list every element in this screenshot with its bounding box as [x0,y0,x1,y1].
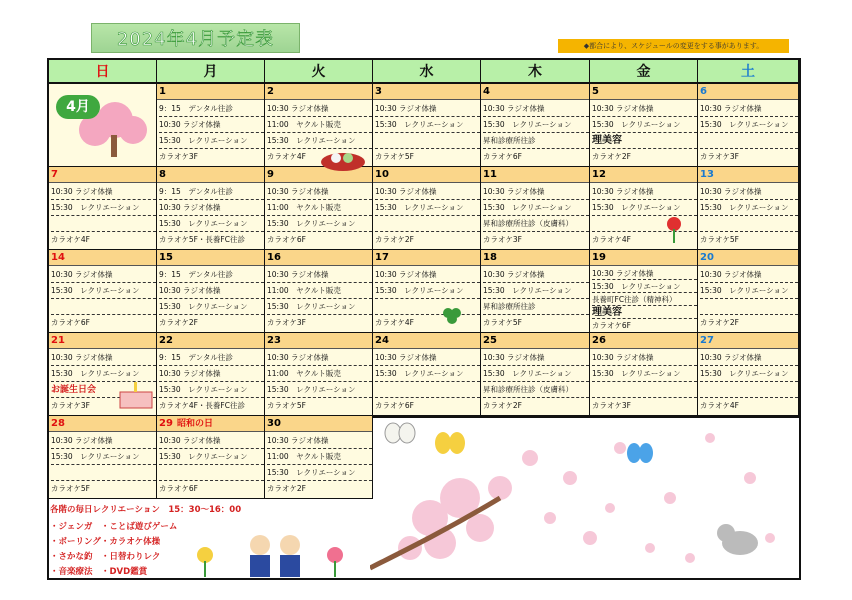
schedule-entry: 10:30 ラジオ体操 [483,267,589,283]
schedule-entry: 15:30 レクリエーション [375,283,480,299]
schedule-notice: ◆都合により、スケジュールの変更をする事があります。 [558,39,789,53]
day-number: 27 [698,333,798,349]
schedule-entry: 10:30 ラジオ体操 [159,200,264,216]
calendar-day-cell [373,84,481,167]
day-number: 19 [590,250,697,266]
schedule-entry: 10:30 ラジオ体操 [159,283,264,299]
schedule-entry: カラオケ5F [483,318,522,327]
schedule-entry: 15:30 レクリエーション [375,366,480,382]
schedule-entry: 10:30 ラジオ体操 [592,350,697,366]
butterfly-icon [627,443,653,463]
schedule-entry [700,216,798,232]
cherry-blossom-decoration [370,418,800,580]
schedule-entry: 10:30 ラジオ体操 [159,366,264,382]
schedule-entry: カラオケ3F [483,235,522,244]
schedule-entry: 15:30 レクリエーション [159,299,264,315]
schedule-entry [375,382,480,398]
day-number: 6 [698,84,798,100]
schedule-entry: 10:30 ラジオ体操 [51,350,156,366]
schedule-entry: お誕生日会 [51,382,156,398]
schedule-entry: カラオケ3F [159,152,198,161]
calendar-day-cell [698,167,799,250]
schedule-entry: 10:30 ラジオ体操 [592,184,697,200]
weekday-header: 火 [265,60,373,84]
schedule-entry: カラオケ6F [483,152,522,161]
schedule-entry: 15:30 レクリエーション [700,283,798,299]
schedule-entry: 10:30 ラジオ体操 [267,433,372,449]
schedule-entry: 15:30 レクリエーション [483,283,589,299]
day-number: 30 [265,416,372,432]
calendar-day-cell [265,167,373,250]
page-title: 2024年4月予定表 [91,23,300,53]
day-number: 11 [481,167,589,183]
day-number: 16 [265,250,372,266]
schedule-entry: 15:30 レクリエーション [159,449,264,465]
schedule-entry: カラオケ2F [700,318,739,327]
schedule-entry: 10:30 ラジオ体操 [159,433,264,449]
day-number: 9 [265,167,372,183]
schedule-entry: カラオケ5F [700,235,739,244]
schedule-entry: 15:30 レクリエーション [267,133,372,149]
schedule-entry: 15:30 レクリエーション [51,200,156,216]
schedule-entry [51,299,156,315]
calendar-day-cell [373,250,481,333]
yellow-butterfly-icon [435,432,465,454]
day-number: 7 [49,167,156,183]
schedule-entry: 11:00 ヤクルト販売 [267,117,372,133]
schedule-entry: 15:30 レクリエーション [375,117,480,133]
day-number: 17 [373,250,480,266]
schedule-entry: 昇和診療所往診 [483,299,589,315]
schedule-entry: 15:30 レクリエーション [592,366,697,382]
schedule-entry: 9：15 デンタル往診 [159,267,264,283]
day-number: 28 [49,416,156,432]
calendar-day-cell [265,250,373,333]
schedule-entry: 10:30 ラジオ体操 [700,267,798,283]
schedule-entry [700,133,798,149]
day-number: 24 [373,333,480,349]
day-number: 29 [157,416,264,432]
schedule-entry: 長養町FC往診（精神科） [592,293,697,306]
weekday-header: 金 [590,60,698,84]
weekday-header: 月 [157,60,265,84]
schedule-entry: 15:30 レクリエーション [267,382,372,398]
schedule-entry: 10:30 ラジオ体操 [267,184,372,200]
schedule-entry: 10:30 ラジオ体操 [51,184,156,200]
schedule-entry: 10:30 ラジオ体操 [159,117,264,133]
recreation-item: ・ジェンガ ・ことば遊びゲーム [50,522,178,532]
schedule-entry: カラオケ3F [592,401,631,410]
schedule-entry [700,382,798,398]
schedule-entry: 9：15 デンタル往診 [159,101,264,117]
schedule-entry: 15:30 レクリエーション [700,200,798,216]
weekday-header: 木 [481,60,590,84]
children-icon [240,530,310,580]
schedule-entry: 11:00 ヤクルト販売 [267,366,372,382]
schedule-entry [700,299,798,315]
schedule-entry: 10:30 ラジオ体操 [700,101,798,117]
calendar-day-cell [698,333,799,416]
schedule-entry: カラオケ6F [51,318,90,327]
schedule-entry: 15:30 レクリエーション [267,299,372,315]
schedule-entry: 10:30 ラジオ体操 [592,101,697,117]
calendar-day-cell [698,250,799,333]
white-butterfly-icon [385,423,415,443]
schedule-entry: 15:30 レクリエーション [159,216,264,232]
schedule-entry: カラオケ6F [592,321,631,330]
schedule-entry: 10:30 ラジオ体操 [592,267,697,280]
holiday-label: 昭和の日 [177,419,214,429]
day-number: 14 [49,250,156,266]
calendar-day-cell [157,84,265,167]
schedule-entry: 15:30 レクリエーション [700,117,798,133]
schedule-entry: 理美容 [592,133,697,149]
schedule-entry: カラオケ2F [267,484,306,493]
day-number: 26 [590,333,697,349]
schedule-entry: 15:30 レクリエーション [267,216,372,232]
schedule-entry: 10:30 ラジオ体操 [483,350,589,366]
schedule-entry: 10:30 ラジオ体操 [51,267,156,283]
schedule-entry: カラオケ6F [267,235,306,244]
schedule-entry: 昇和診療所往診（皮膚科） [483,216,589,232]
schedule-entry: 10:30 ラジオ体操 [375,350,480,366]
calendar-day-cell [481,167,590,250]
schedule-entry: カラオケ2F [375,235,414,244]
schedule-entry: 10:30 ラジオ体操 [700,350,798,366]
schedule-entry: 9：15 デンタル往診 [159,184,264,200]
schedule-entry: 10:30 ラジオ体操 [375,184,480,200]
schedule-entry: 10:30 ラジオ体操 [267,350,372,366]
schedule-entry: カラオケ5F [267,401,306,410]
schedule-entry: 15:30 レクリエーション [375,200,480,216]
calendar-day-cell [481,333,590,416]
schedule-entry: 10:30 ラジオ体操 [375,101,480,117]
schedule-entry: 15:30 レクリエーション [51,283,156,299]
schedule-entry: 15:30 レクリエーション [592,280,697,293]
cat-icon [717,524,758,555]
day-number: 3 [373,84,480,100]
schedule-entry: 15:30 レクリエーション [159,133,264,149]
flower-icon [662,215,686,243]
schedule-entry: 15:30 レクリエーション [592,117,697,133]
recreation-item: ・さかな釣 ・日替わりレク [50,552,161,562]
schedule-entry: 15:30 レクリエーション [159,382,264,398]
calendar-day-cell [157,333,265,416]
recreation-item: ・音楽療法 ・DVD鑑賞 [50,567,148,577]
schedule-entry: 15:30 レクリエーション [592,200,697,216]
day-number: 4 [481,84,589,100]
day-number: 18 [481,250,589,266]
schedule-entry: 15:30 レクリエーション [483,200,589,216]
schedule-entry: カラオケ3F [700,152,739,161]
tulip-icon [320,545,350,577]
schedule-entry: カラオケ4F [375,318,414,327]
schedule-entry: カラオケ4F [700,401,739,410]
schedule-entry [51,216,156,232]
schedule-entry: 15:30 レクリエーション [700,366,798,382]
schedule-entry: カラオケ3F [51,401,90,410]
day-number: 10 [373,167,480,183]
schedule-entry: 15:30 レクリエーション [51,449,156,465]
tulip-icon [190,545,220,577]
schedule-entry: 15:30 レクリエーション [51,366,156,382]
schedule-entry: 15:30 レクリエーション [483,117,589,133]
calendar-grid [47,58,801,493]
day-number: 20 [698,250,798,266]
schedule-entry: 10:30 ラジオ体操 [375,267,480,283]
day-number: 15 [157,250,264,266]
schedule-entry [375,216,480,232]
weekday-header: 水 [373,60,481,84]
schedule-entry: カラオケ4F・長養FC往診 [159,401,245,410]
schedule-entry: 10:30 ラジオ体操 [700,184,798,200]
schedule-entry: カラオケ5F [375,152,414,161]
day-number: 2 [265,84,372,100]
day-number: 1 [157,84,264,100]
calendar-day-cell [481,250,590,333]
calendar-day-cell [481,84,590,167]
schedule-entry: 15:30 レクリエーション [483,366,589,382]
schedule-entry: 15:30 レクリエーション [267,465,372,481]
schedule-entry: カラオケ4F [267,152,306,161]
day-number: 5 [590,84,697,100]
dango-icon [320,148,366,172]
schedule-entry: カラオケ6F [159,484,198,493]
calendar-day-cell [590,333,698,416]
weekday-header: 土 [698,60,799,84]
schedule-entry: 11:00 ヤクルト販売 [267,283,372,299]
recreation-item: ・ボーリング・カラオケ体操 [50,537,161,547]
calendar-day-cell [698,84,799,167]
calendar-day-cell [265,333,373,416]
day-number: 22 [157,333,264,349]
schedule-entry: 10:30 ラジオ体操 [51,433,156,449]
schedule-entry: カラオケ3F [267,318,306,327]
month-badge: 4月 [56,95,100,119]
schedule-entry: カラオケ2F [592,152,631,161]
schedule-entry: 10:30 ラジオ体操 [267,267,372,283]
day-number: 8 [157,167,264,183]
schedule-entry [375,133,480,149]
schedule-entry: カラオケ5F [51,484,90,493]
schedule-entry: カラオケ6F [375,401,414,410]
schedule-entry: 11:00 ヤクルト販売 [267,200,372,216]
day-number: 21 [49,333,156,349]
day-number: 25 [481,333,589,349]
calendar-day-cell [373,167,481,250]
schedule-entry: カラオケ5F・長養FC往診 [159,235,245,244]
calendar-day-cell [590,250,698,333]
schedule-entry: 昇和診療所往診 [483,133,589,149]
schedule-entry: 11:00 ヤクルト販売 [267,449,372,465]
calendar-day-cell [49,250,157,333]
day-number: 12 [590,167,697,183]
clover-icon [440,305,464,327]
day-number: 23 [265,333,372,349]
schedule-entry: 9：15 デンタル往診 [159,350,264,366]
schedule-entry [375,299,480,315]
recreation-heading: 各階の毎日レクリエーション 15：30～16：00 [50,505,242,515]
schedule-entry: 10:30 ラジオ体操 [483,101,589,117]
calendar-day-cell [590,84,698,167]
calendar-day-cell [373,333,481,416]
cake-icon [116,380,156,412]
schedule-entry: 10:30 ラジオ体操 [267,101,372,117]
schedule-entry: 10:30 ラジオ体操 [483,184,589,200]
schedule-entry: カラオケ2F [159,318,198,327]
calendar-day-cell [157,167,265,250]
calendar-day-cell [49,167,157,250]
schedule-entry: カラオケ2F [483,401,522,410]
weekday-header: 日 [49,60,157,84]
day-number: 13 [698,167,798,183]
schedule-entry: カラオケ4F [51,235,90,244]
schedule-entry: カラオケ4F [592,235,631,244]
calendar-day-cell [157,250,265,333]
schedule-entry [592,382,697,398]
schedule-entry: 理美容 [592,306,697,319]
schedule-entry: 昇和診療所往診（皮膚科） [483,382,589,398]
